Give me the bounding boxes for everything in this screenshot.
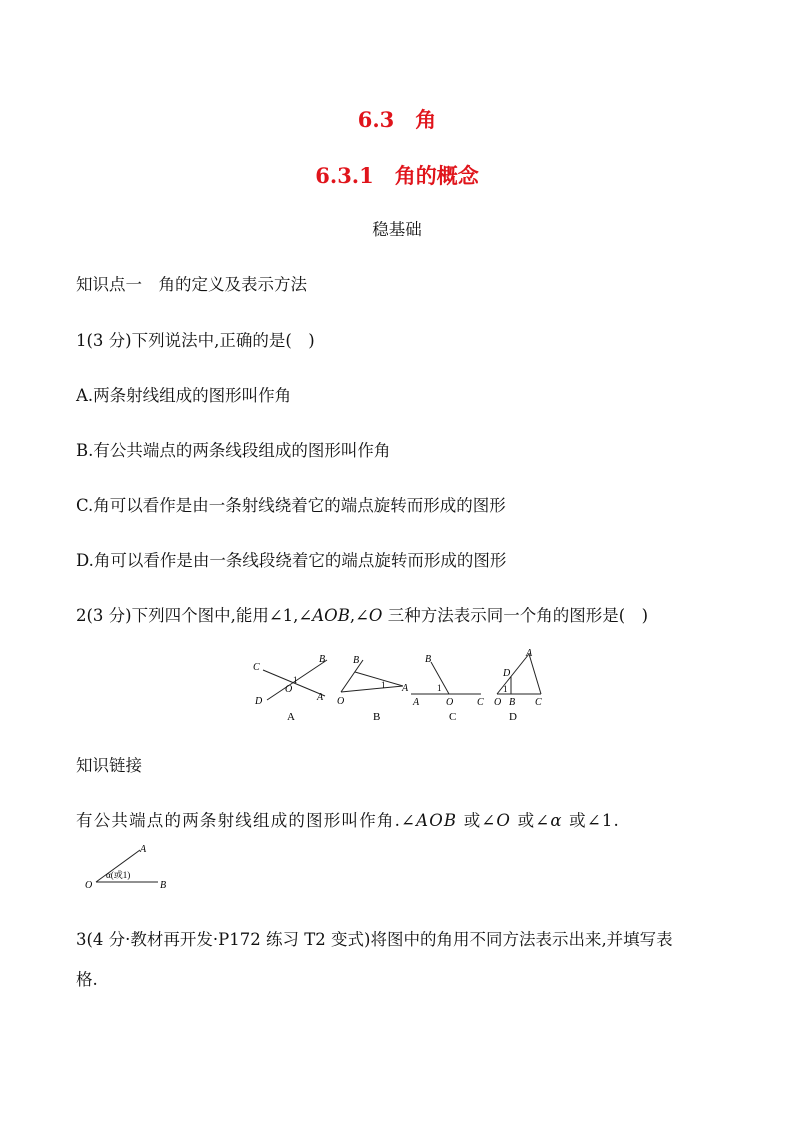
q2-stem-part3: 三种方法表示同一个角的图形是( )	[382, 606, 649, 625]
level-label: 稳基础	[372, 220, 422, 239]
angle-figure	[82, 840, 192, 892]
fig-a-label-a: A	[317, 692, 324, 703]
q2-stem-part2: ,∠	[349, 606, 369, 625]
subsection-number: 6.3.1	[315, 163, 374, 188]
q3-stem-line1: 3(4 分·教材再开发·P172 练习 T2 变式)将图中的角用不同方法表示出来,并填写表	[76, 930, 673, 949]
q2-stem	[76, 602, 648, 626]
q2-stem-angle-aob: AOB	[312, 606, 350, 625]
link-fig-label-o: O	[85, 880, 93, 891]
link-angle-aob: AOB	[416, 811, 458, 830]
section-number: 6.3	[357, 107, 395, 132]
fig-b-label-o: O	[337, 696, 345, 707]
fig-a-label-c: C	[253, 662, 260, 673]
knowledge-link-text	[76, 807, 620, 831]
fig-b-label-b: B	[353, 655, 360, 666]
fig-d-label-o: O	[494, 697, 502, 708]
figure-b	[337, 655, 409, 723]
link-fig-label-b: B	[160, 880, 167, 891]
fig-c-label-b: B	[425, 654, 432, 665]
fig-c-angle-mark: 1	[437, 683, 442, 693]
fig-b-caption: B	[373, 711, 381, 723]
link-fig-angle-label: α(或1)	[106, 870, 131, 880]
link-angle-alpha: α	[550, 811, 563, 830]
fig-c-label-c: C	[477, 697, 484, 708]
fig-b-angle-mark: 1	[381, 680, 386, 690]
q2-stem-angle-o: O	[368, 606, 383, 625]
fig-d-label-c: C	[535, 697, 542, 708]
link-angle-o: O	[496, 811, 512, 830]
q1-option-c: C.角可以看作是由一条射线绕着它的端点旋转而形成的图形	[76, 496, 506, 515]
section-title	[0, 104, 794, 134]
knowledge-point-heading: 知识点一 角的定义及表示方法	[76, 275, 307, 294]
q1-option-b: B.有公共端点的两条线段组成的图形叫作角	[76, 441, 391, 460]
fig-a-label-b: B	[319, 654, 326, 665]
knowledge-link-heading: 知识链接	[76, 756, 142, 775]
link-fig-label-a: A	[140, 844, 147, 855]
fig-a-caption: A	[287, 711, 295, 723]
subsection-title	[0, 160, 794, 190]
q1-option-d: D.角可以看作是由一条线段绕着它的端点旋转而形成的图形	[76, 551, 507, 570]
fig-d-label-b: B	[509, 697, 516, 708]
fig-d-angle-mark: 1	[503, 684, 508, 694]
section-name: 角	[415, 107, 437, 132]
fig-c-label-a: A	[413, 697, 420, 708]
q2-figures	[245, 648, 555, 728]
fig-d-label-d: D	[503, 668, 511, 679]
subsection-name: 角的概念	[394, 163, 479, 188]
link-text-part4: 或∠1.	[562, 811, 620, 830]
fig-d-label-a: A	[526, 648, 533, 659]
link-text-part2: 或∠	[457, 811, 497, 830]
link-text-part1: 有公共端点的两条射线组成的图形叫作角.∠	[76, 811, 417, 830]
fig-d-caption: D	[509, 711, 517, 723]
fig-a-angle-mark: 1	[293, 675, 298, 685]
q2-stem-part1: 2(3 分)下列四个图中,能用∠1,∠	[76, 606, 313, 625]
fig-c-label-o: O	[446, 697, 454, 708]
q1-stem: 1(3 分)下列说法中,正确的是( )	[76, 331, 315, 350]
q3-stem-line2: 格.	[76, 970, 98, 989]
fig-b-label-a: A	[402, 683, 409, 694]
figure-d	[494, 648, 542, 723]
figure-a	[253, 654, 327, 723]
fig-a-label-o: O	[285, 684, 293, 695]
fig-a-label-d: D	[255, 696, 263, 707]
figure-c	[411, 654, 484, 723]
fig-c-caption: C	[449, 711, 457, 723]
link-text-part3: 或∠	[511, 811, 551, 830]
q1-option-a: A.两条射线组成的图形叫作角	[76, 386, 292, 405]
